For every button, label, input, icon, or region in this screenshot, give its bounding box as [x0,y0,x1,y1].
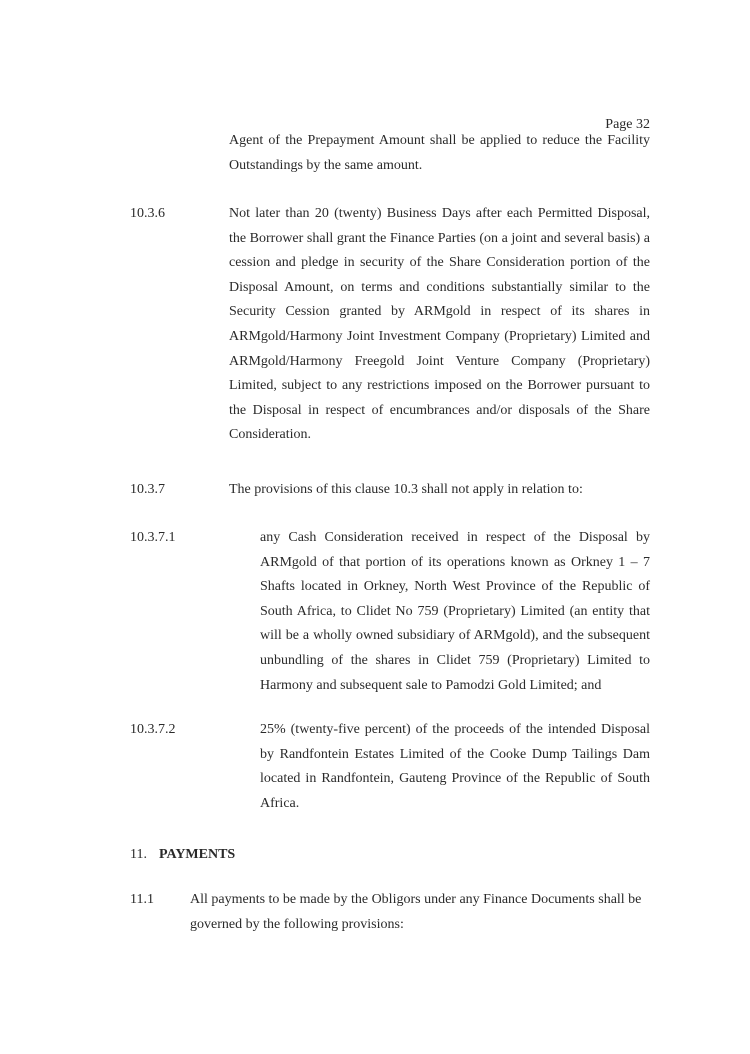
clause-number-10-3-7-1: 10.3.7.1 [130,530,176,545]
clause-text-10-3-7-1: any Cash Consideration received in respect of the Disposal by ARMgold of that portion of its operations known as Orkney 1 – 7 Shafts located in Orkney, North West Province of the Republic of South Africa, to Clidet No 759 (Proprietary) Limited (an entity that will be a wholly owned subsidiary of ARMgold), and the subsequent unbundling of the shares in Clidet 759 (Proprietary) Limited to Harmony and subsequent sale to Pamodzi Gold Limited; and [260,530,650,693]
clause-number-11-1: 11.1 [130,892,154,907]
clause-text-10-3-7-2: 25% (twenty-five percent) of the proceeds of the intended Disposal by Randfontein Estates Limited of the Cooke Dump Tailings Dam located in Randfontein, Gauteng Province of the Republic of South Africa. [260,722,650,811]
section-title: PAYMENTS [158,847,236,862]
clause-text-10-3-6: Not later than 20 (twenty) Business Days after each Permitted Disposal, the Borrower shall grant the Finance Parties (on a joint and several basis) a cession and pledge in security of the Share Consideration portion of the Disposal Amount, on terms and conditions substantially similar to the Security Cession granted by ARMgold in respect of its shares in ARMgold/Harmony Joint Investment Company (Proprietary) Limited and ARMgold/Harmony Freegold Joint Venture Company (Proprietary) Limited, subject to any restrictions imposed on the Borrower pursuant to the Disposal in respect of encumbrances and/or disposals of the Share Consideration. [229,206,650,443]
clause-text-10-3-7: The provisions of this clause 10.3 shall not apply in relation to: [229,482,583,497]
clause-number-10-3-7: 10.3.7 [130,482,165,497]
continuation-paragraph: Agent of the Prepayment Amount shall be applied to reduce the Facility Outstandings by the same amount. [229,133,650,173]
clause-number-10-3-6: 10.3.6 [130,206,165,221]
page-number: Page 32 [605,117,650,132]
section-number: 11. [130,847,147,862]
clause-text-11-1: All payments to be made by the Obligors under any Finance Documents shall be governed by the following provisions: [190,892,642,932]
clause-number-10-3-7-2: 10.3.7.2 [130,722,176,737]
section-heading [130,843,235,868]
